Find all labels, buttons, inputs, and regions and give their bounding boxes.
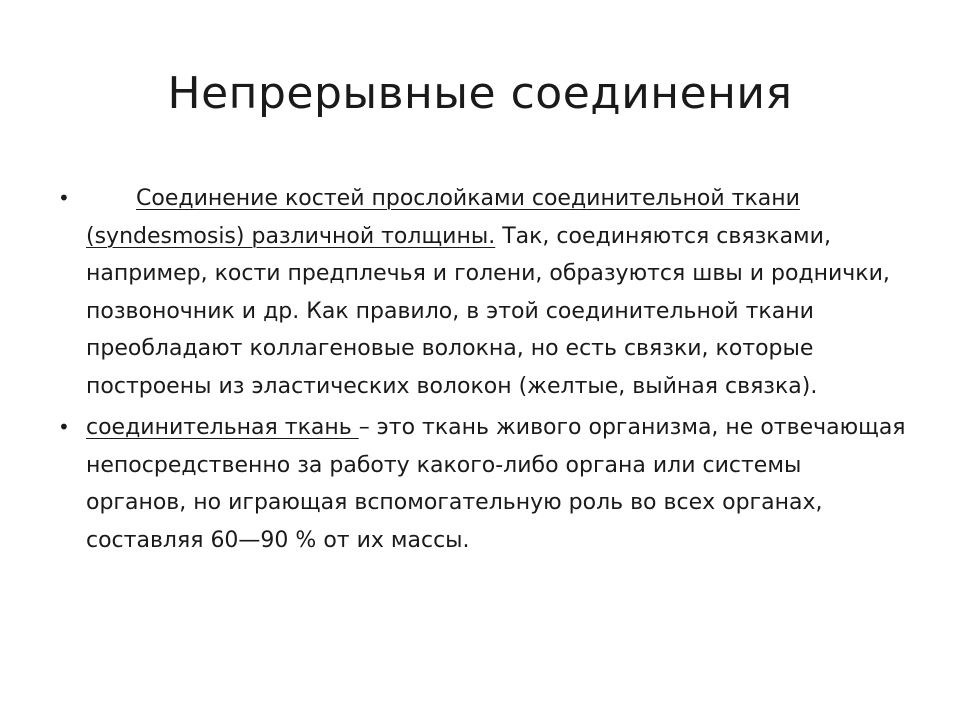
bullet-text: Так, соединяются связками, например, кости предплечья и голени, образуются швы и роднички, позвоночник и др. Как правило, в этой соединительной ткани преобладают коллагеновые волокна, но есть связки, которые построены из эластических волокон (желтые, выйная связка). (86, 223, 890, 399)
bullet-text: – это ткань живого организма, не отвечающая непосредственно за работу какого-либо органа или системы органов, но играющая вспомогательную роль во всех органах, составляя 60—90 % от их массы. (86, 415, 906, 553)
bullet-marker: • (58, 186, 70, 210)
bullet-item-syndesmosis (58, 180, 908, 405)
bullet-marker: • (58, 415, 70, 439)
bullet-item-connective-tissue (58, 409, 908, 559)
bullet-list (58, 180, 908, 559)
underlined-definition: Соединение костей прослойками соединительной ткани (syndesmosis) различной толщины. (86, 186, 800, 249)
slide-title: Непрерывные соединения (167, 68, 793, 119)
underlined-term: соединительная ткань (86, 415, 359, 440)
